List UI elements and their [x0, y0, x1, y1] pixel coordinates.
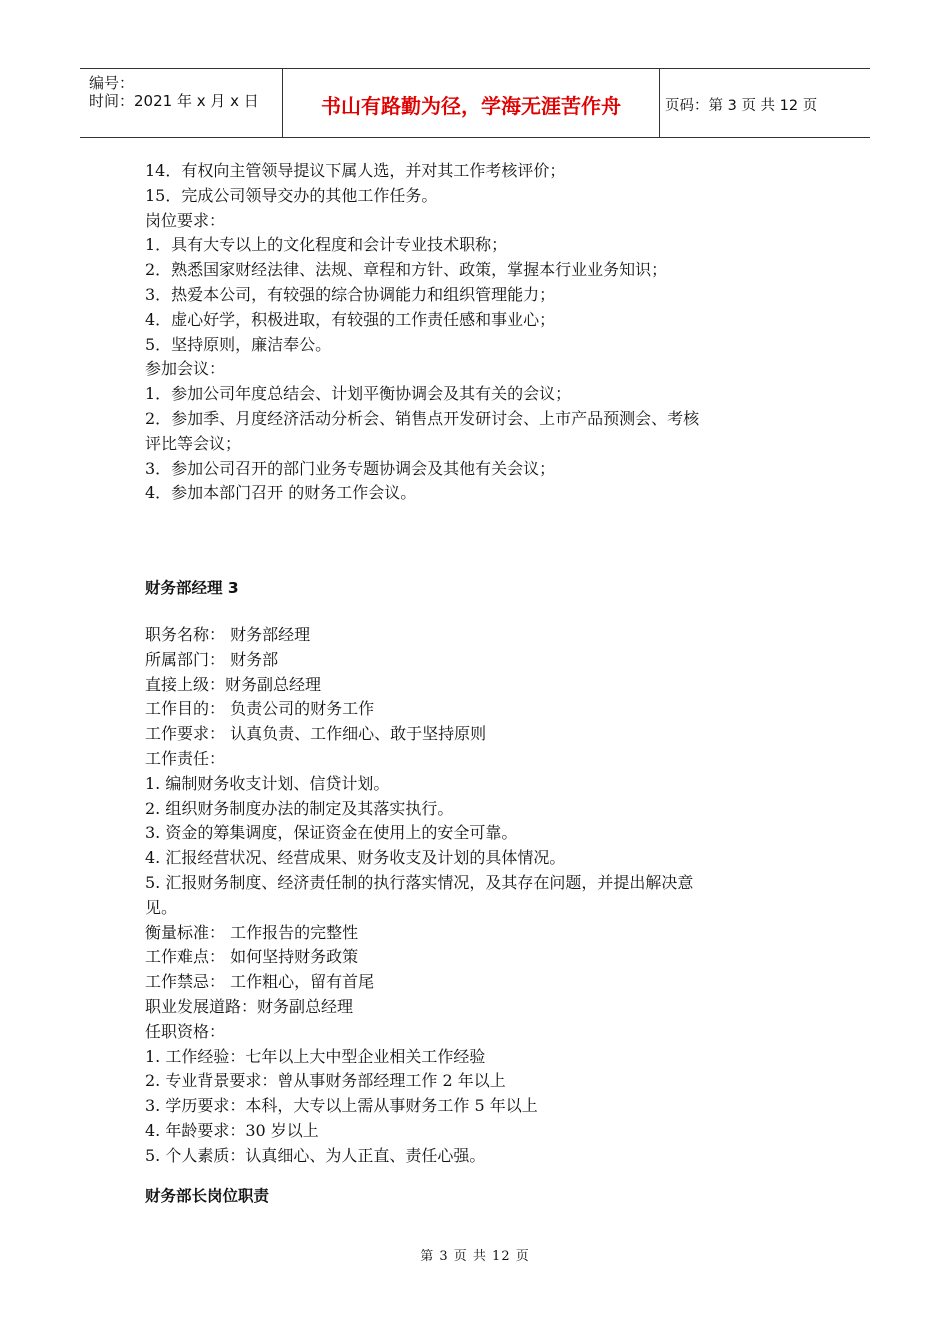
text-line: 14．有权向主管领导提议下属人选，并对其工作考核评价；: [145, 161, 566, 180]
text-line: 任职资格：: [145, 1021, 226, 1041]
text-line: 4. 年龄要求：30 岁以上: [145, 1120, 319, 1140]
text-line: 岗位要求：: [145, 210, 226, 230]
header-meta-cell: [80, 69, 281, 137]
page-footer: 第 3 页 共 12 页: [420, 1249, 530, 1264]
text-line: 15．完成公司领导交办的其他工作任务。: [145, 185, 438, 205]
text-line: 工作责任：: [145, 748, 226, 768]
text-line: 2. 专业背景要求：曾从事财务部经理工作 2 年以上: [145, 1071, 506, 1091]
header-page-info: 页码：第 3 页 共 12 页: [665, 97, 818, 114]
text-line: 1．具有大专以上的文化程度和会计专业技术职称；: [145, 235, 508, 255]
text-line: 直接上级：财务副总经理: [145, 674, 322, 694]
text-line: 1. 工作经验：七年以上大中型企业相关工作经验: [145, 1046, 486, 1066]
text-line: 5. 汇报财务制度、经济责任制的执行落实情况，及其存在问题，并提出解决意: [145, 872, 694, 892]
text-line: 工作难点： 如何坚持财务政策: [145, 947, 359, 967]
text-line: 见。: [145, 897, 178, 917]
header-time-label: 时间：2021 年 x 月 x 日: [89, 92, 259, 110]
text-line: 3．热爱本公司，有较强的综合协调能力和组织管理能力；: [145, 284, 556, 304]
header-number-label: 编号：: [89, 74, 135, 92]
spacer: [145, 506, 815, 576]
spacer: [145, 601, 815, 623]
text-line: 2．熟悉国家财经法律、法规、章程和方针、政策，掌握本行业业务知识；: [145, 260, 668, 280]
section-title: 财务部经理 3: [145, 579, 239, 598]
text-line: 工作禁忌： 工作粗心，留有首尾: [145, 972, 375, 992]
text-line: 3. 资金的筹集调度，保证资金在使用上的安全可靠。: [145, 823, 518, 843]
text-line: 评比等会议；: [145, 433, 242, 453]
page-header: [80, 68, 870, 138]
text-line: 职业发展道路：财务副总经理: [145, 996, 354, 1016]
text-line: 3．参加公司召开的部门业务专题协调会及其他有关会议；: [145, 458, 556, 478]
text-line: 5．坚持原则，廉洁奉公。: [145, 334, 332, 354]
document-body: [145, 159, 815, 1209]
text-line: 衡量标准： 工作报告的完整性: [145, 922, 359, 942]
text-line: 1．参加公司年度总结会、计划平衡协调会及其有关的会议；: [145, 384, 572, 404]
text-line: 工作目的： 负责公司的财务工作: [145, 699, 375, 719]
header-motto-cell: [282, 69, 660, 137]
header-motto: 书山有路勤为径，学海无涯苦作舟: [321, 93, 621, 118]
text-line: 1. 编制财务收支计划、信贷计划。: [145, 773, 390, 793]
text-line: 所属部门： 财务部: [145, 649, 279, 669]
text-line: 3. 学历要求：本科，大专以上需从事财务工作 5 年以上: [145, 1096, 538, 1116]
text-line: 4．虚心好学，积极进取，有较强的工作责任感和事业心；: [145, 309, 556, 329]
section-title: 财务部长岗位职责: [145, 1187, 270, 1206]
text-line: 工作要求： 认真负责、工作细心、敢于坚持原则: [145, 724, 487, 744]
text-line: 4. 汇报经营状况、经营成果、财务收支及计划的具体情况。: [145, 848, 566, 868]
text-line: 参加会议：: [145, 359, 226, 379]
header-page-cell: [659, 69, 870, 137]
spacer: [145, 1168, 815, 1184]
text-line: 2. 组织财务制度办法的制定及其落实执行。: [145, 798, 454, 818]
text-line: 5. 个人素质：认真细心、为人正直、责任心强。: [145, 1145, 486, 1165]
text-line: 4．参加本部门召开 的财务工作会议。: [145, 483, 417, 503]
text-line: 2．参加季、月度经济活动分析会、销售点开发研讨会、上市产品预测会、考核: [145, 408, 700, 428]
text-line: 职务名称： 财务部经理: [145, 624, 311, 644]
